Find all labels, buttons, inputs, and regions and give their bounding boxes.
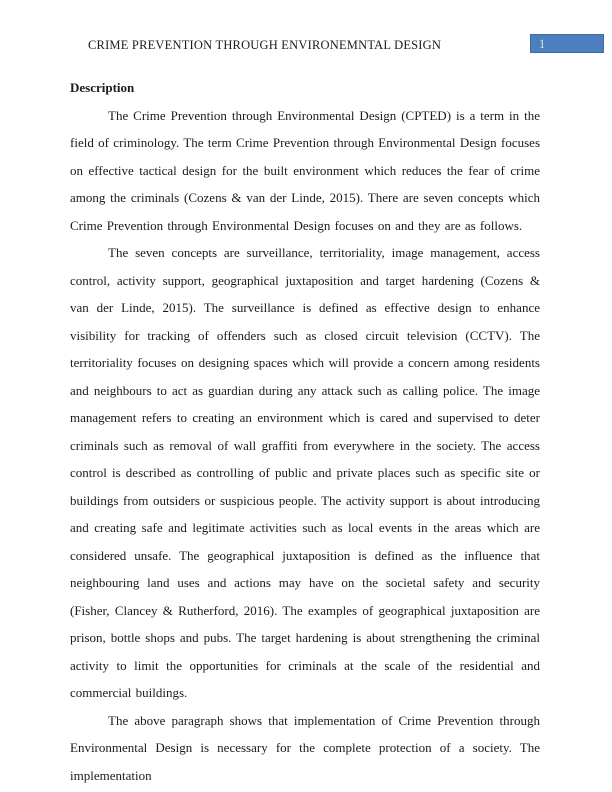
paragraph-2: The seven concepts are surveillance, territoriality, image management, access control, activity support, geographical juxtaposition and target hardening (Cozens & van der Linde, 2015). The surveillance is defined as effective design to enhance visibility for tracking of offenders such as closed circuit television (CCTV). The territoriality focuses on designing spaces which will provide a concern among residents and neighbours to act as guardian during any attack such as calling police. The image management refers to creating an environment which is cared and supervised to deter criminals such as removal of wall graffiti from everywhere in the society. The access control is described as controlling of public and private places such as specific site or buildings from outsiders or suspicious people. The activity support is about introducing and creating safe and legitimate activities such as local events in the areas which are considered unsafe. The geographical juxtaposition is defined as the influence that neighbouring land uses and actions may have on the societal safety and security (Fisher, Clancey & Rutherford, 2016). The examples of geographical juxtaposition are prison, bottle shops and pubs. The target hardening is about strengthening the criminal activity to limit the opportunities for criminals at the scale of the residential and commercial buildings. xyxy=(70,245,540,700)
paragraph-3: The above paragraph shows that implementation of Crime Prevention through Environmental Design is necessary for the complete protection of a society. The implementation xyxy=(70,712,540,783)
paragraph-1: The Crime Prevention through Environmental Design (CPTED) is a term in the field of criminology. The term Crime Prevention through Environmental Design focuses on effective tactical design for the built environment which reduces the fear of crime among the criminals (Cozens & van der Linde, 2015). There are seven concepts which Crime Prevention through Environmental Design focuses on and they are as follows. xyxy=(70,107,540,233)
page-number: 1 xyxy=(539,37,546,51)
page-number-field xyxy=(530,34,604,53)
document-body xyxy=(70,74,540,789)
section-heading: Description xyxy=(70,80,135,95)
running-head: CRIME PREVENTION THROUGH ENVIRONEMNTAL DESIGN xyxy=(88,38,442,52)
